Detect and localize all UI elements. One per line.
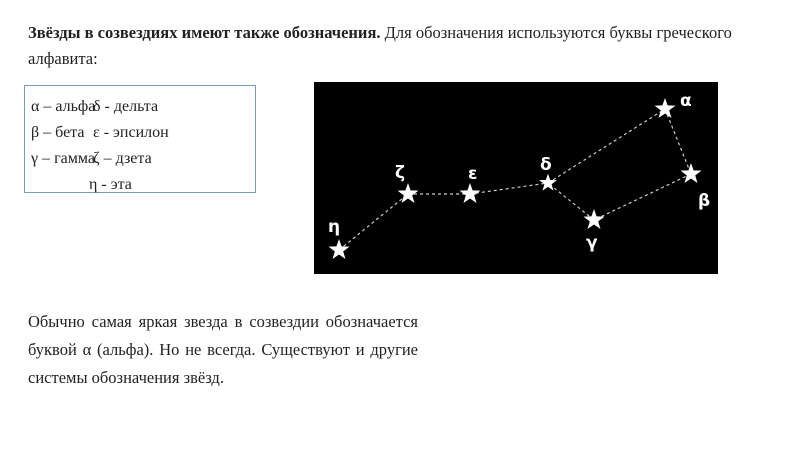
intro-text: Для обозначения используются буквы греческого алфавита: bbox=[28, 23, 732, 68]
legend-epsilon: ε - эпсилон bbox=[93, 124, 169, 141]
line-beta-gamma bbox=[594, 174, 691, 220]
label-beta: β bbox=[698, 191, 711, 211]
legend-zeta: ζ – дзета bbox=[93, 150, 152, 167]
label-eta: η bbox=[328, 217, 341, 237]
label-gamma: γ bbox=[586, 233, 598, 253]
label-alpha: α bbox=[680, 91, 692, 111]
greek-letters-legend bbox=[24, 85, 256, 193]
legend-beta: β – бета bbox=[31, 124, 85, 141]
legend-delta: δ - дельта bbox=[93, 98, 159, 115]
line-gamma-delta bbox=[548, 183, 594, 220]
legend-gamma: γ – гамма bbox=[31, 150, 95, 167]
intro-bold-text: Звёзды в созвездиях имеют также обозначения. bbox=[28, 23, 381, 42]
line-epsilon-delta bbox=[470, 183, 548, 194]
constellation-diagram bbox=[314, 82, 718, 274]
label-delta: δ bbox=[540, 155, 552, 175]
line-eta-zeta bbox=[339, 194, 408, 250]
note-paragraph: Обычно самая яркая звезда в созвездии обозначается буквой α (альфа). Но не всегда. Существуют и другие системы обозначения звёзд. bbox=[28, 312, 418, 387]
star-alpha bbox=[655, 98, 676, 118]
star-gamma bbox=[584, 209, 605, 229]
legend-row bbox=[31, 172, 255, 198]
legend-row bbox=[31, 120, 255, 146]
constellation-svg bbox=[314, 82, 718, 274]
star-beta bbox=[681, 163, 702, 183]
constellation-lines bbox=[339, 109, 691, 250]
legend-eta: η - эта bbox=[89, 176, 132, 193]
line-alpha-beta bbox=[665, 109, 691, 174]
line-delta-alpha bbox=[548, 109, 665, 183]
legend-row bbox=[31, 94, 255, 120]
star-eta bbox=[329, 239, 350, 259]
intro-paragraph bbox=[28, 20, 748, 72]
label-zeta: ζ bbox=[395, 163, 406, 183]
label-epsilon: ε bbox=[468, 164, 478, 184]
legend-alpha: α – альфа bbox=[31, 98, 96, 115]
legend-row bbox=[31, 146, 255, 172]
